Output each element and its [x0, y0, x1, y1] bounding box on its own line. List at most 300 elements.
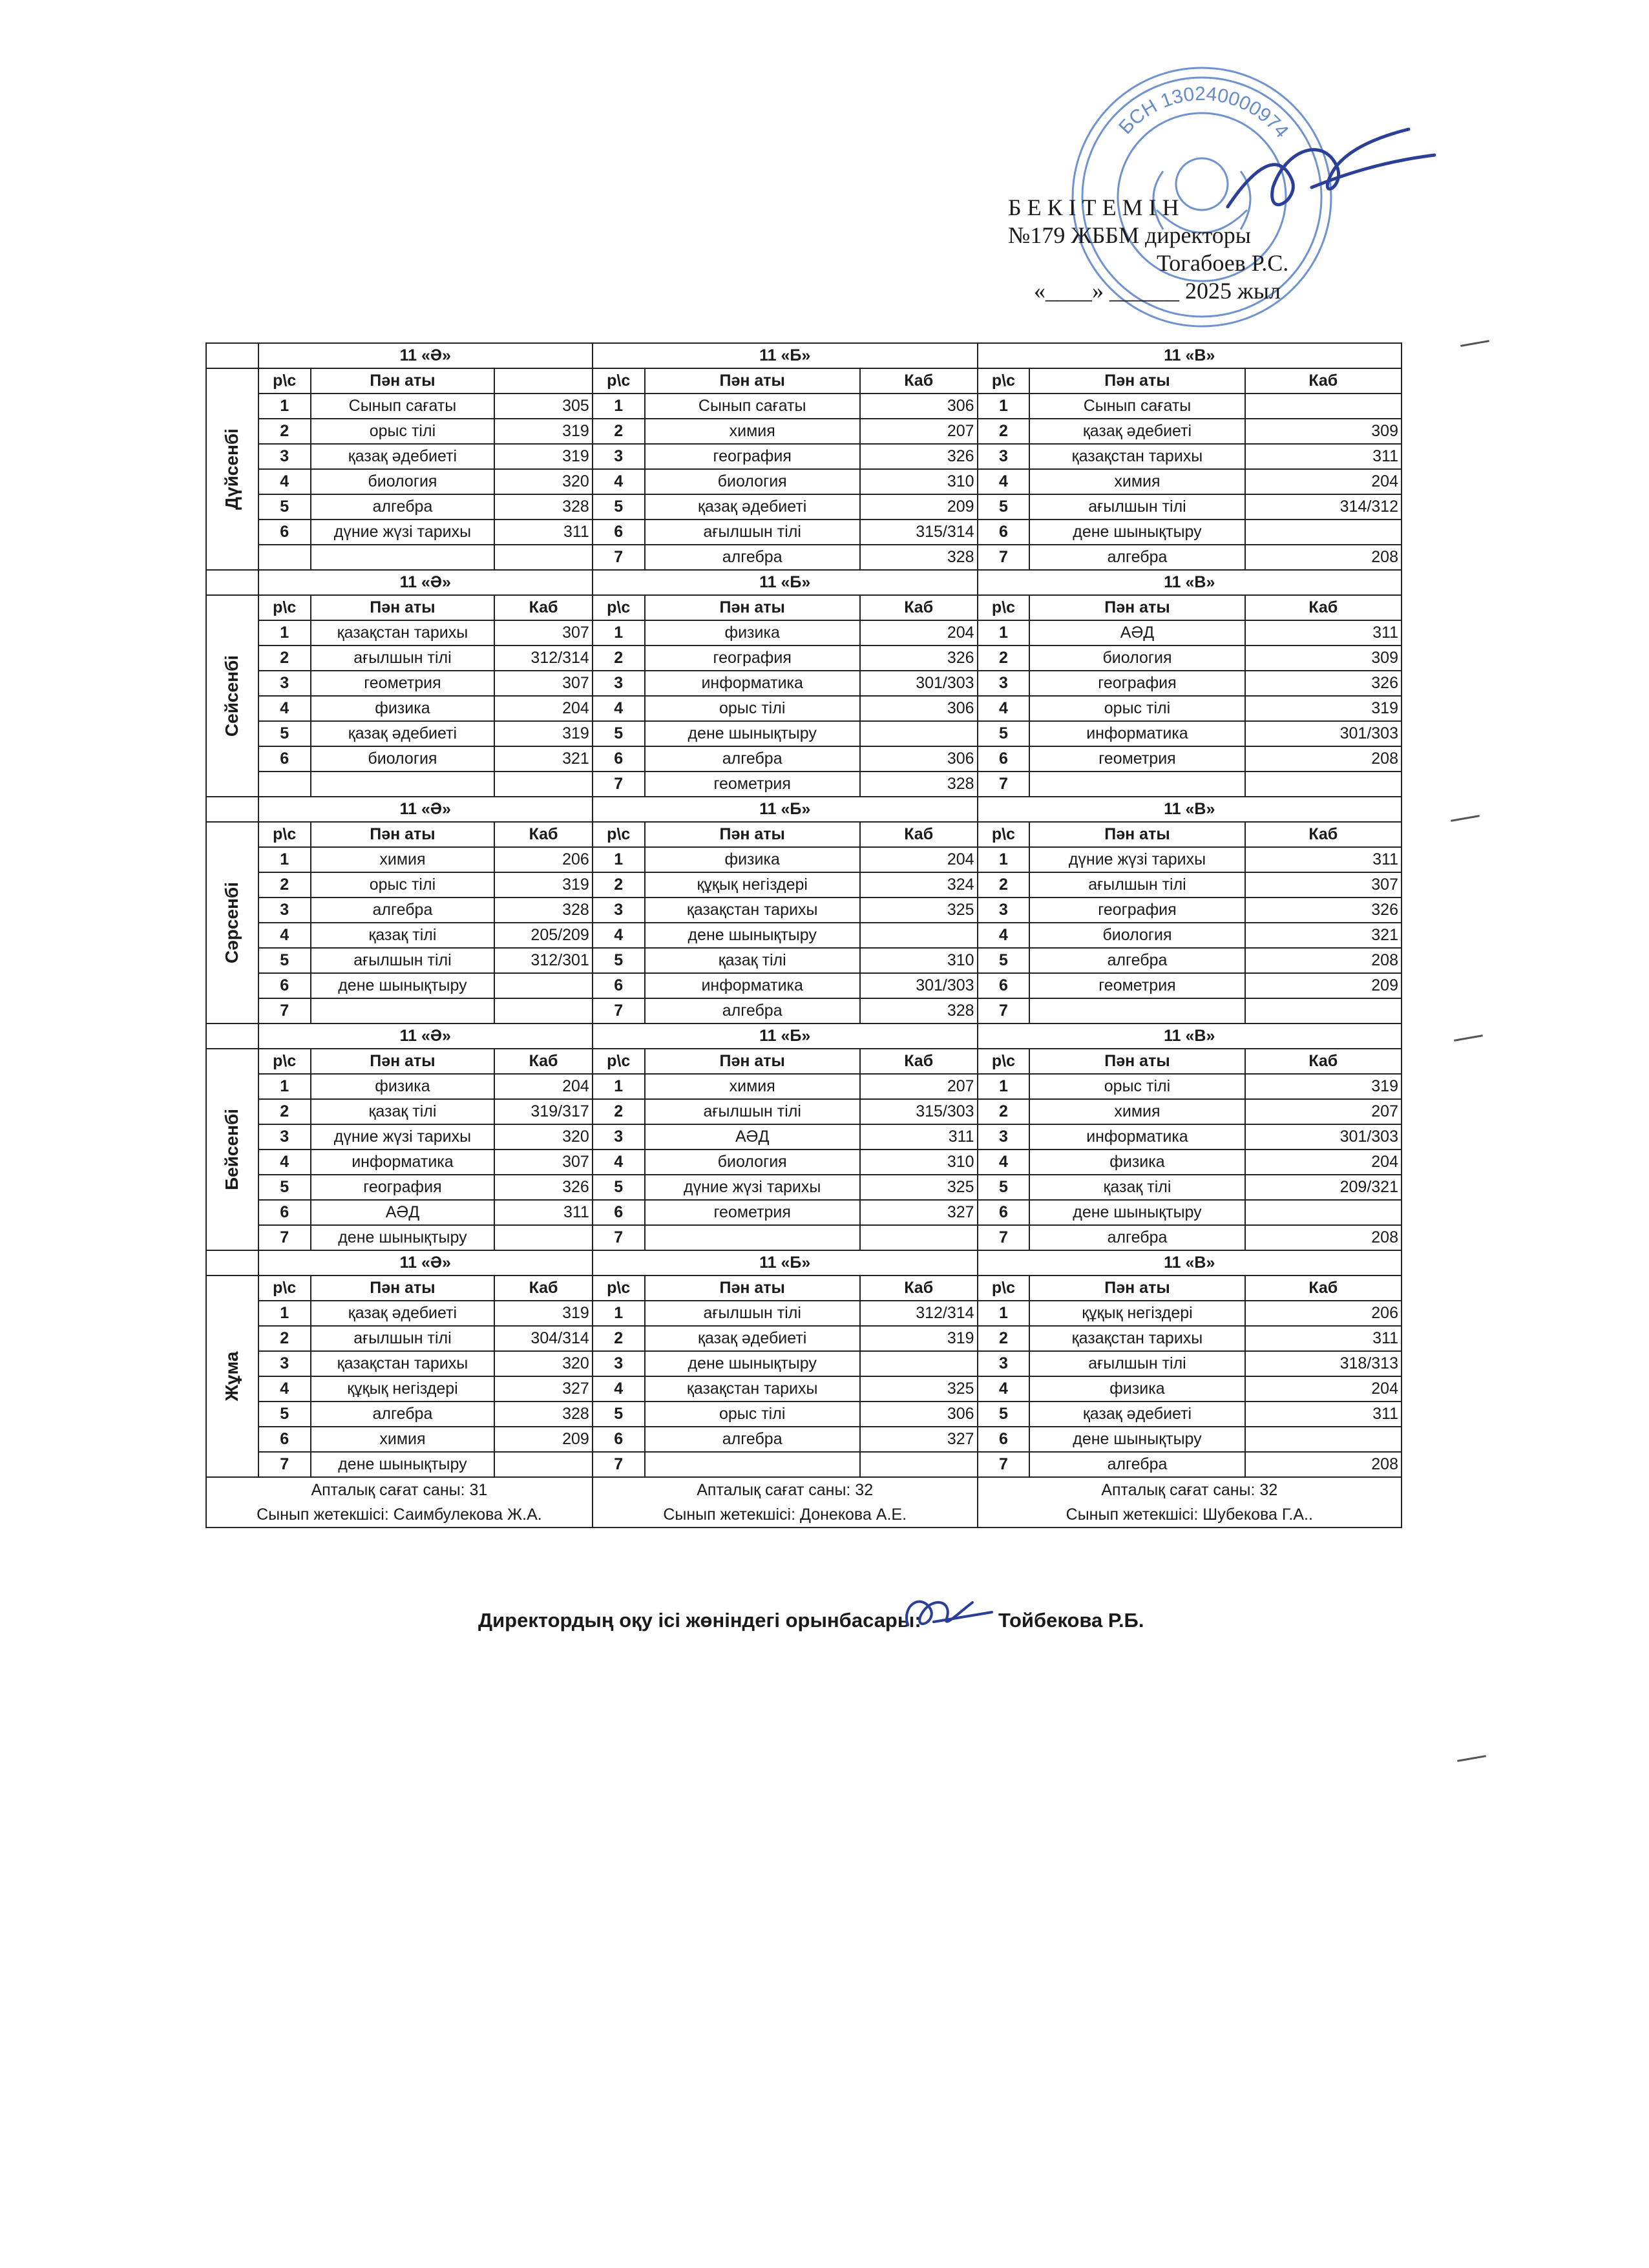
room-number: 324	[860, 872, 978, 898]
lesson-number: 7	[978, 1452, 1030, 1477]
lesson-number: 1	[258, 620, 311, 646]
subject-name: АӘД	[645, 1124, 860, 1150]
room-header: Каб	[494, 1276, 592, 1301]
subject-name: химия	[645, 1074, 860, 1099]
subject-name: геометрия	[645, 1200, 860, 1225]
room-number: 207	[860, 1074, 978, 1099]
lesson-number: 4	[978, 696, 1030, 721]
subject-name: биология	[1029, 646, 1245, 671]
weekly-hours: Апталық сағат саны: 32	[978, 1477, 1402, 1502]
lesson-number: 3	[978, 898, 1030, 923]
lesson-number: 7	[593, 998, 645, 1024]
room-number: 319	[494, 1301, 592, 1326]
class-name: 11 «В»	[978, 343, 1402, 368]
lesson-number: 3	[978, 444, 1030, 469]
lesson-row	[206, 696, 1402, 721]
class-name: 11 «В»	[978, 797, 1402, 822]
class-header-row	[206, 343, 1402, 368]
room-number: 319/317	[494, 1099, 592, 1124]
room-number: 320	[494, 469, 592, 494]
subject-name: биология	[645, 469, 860, 494]
lesson-row	[206, 1150, 1402, 1175]
lesson-row	[206, 721, 1402, 746]
num-header: р\с	[593, 822, 645, 847]
lesson-number: 3	[258, 1351, 311, 1376]
room-header: Каб	[860, 1049, 978, 1074]
class-name: 11 «Ә»	[258, 1250, 593, 1276]
room-number	[1245, 1427, 1402, 1452]
room-number: 307	[494, 671, 592, 696]
corner-cell	[206, 1024, 258, 1049]
room-number: 319	[494, 721, 592, 746]
lesson-row	[206, 545, 1402, 570]
room-number: 307	[494, 1150, 592, 1175]
subject-name: география	[311, 1175, 495, 1200]
schedule-table	[205, 342, 1402, 1528]
lesson-number: 4	[593, 469, 645, 494]
room-number	[494, 1225, 592, 1250]
lesson-number: 7	[258, 1225, 311, 1250]
lesson-row	[206, 671, 1402, 696]
subject-name	[311, 545, 495, 570]
lesson-number: 2	[978, 1099, 1030, 1124]
column-header-row	[206, 1049, 1402, 1074]
room-number	[494, 545, 592, 570]
lesson-number: 7	[258, 998, 311, 1024]
room-number: 325	[860, 1175, 978, 1200]
room-number: 311	[1245, 847, 1402, 872]
room-number: 318/313	[1245, 1351, 1402, 1376]
room-number: 321	[494, 746, 592, 772]
class-name: 11 «Б»	[593, 570, 978, 595]
lesson-row	[206, 898, 1402, 923]
subject-name: қазақ әдебиеті	[1029, 419, 1245, 444]
class-teacher: Сынып жетекшісі: Саимбулекова Ж.А.	[206, 1502, 593, 1528]
num-header: р\с	[258, 1276, 311, 1301]
subject-name: ағылшын тілі	[1029, 494, 1245, 520]
footer-row	[206, 1477, 1402, 1502]
subject-name: химия	[1029, 1099, 1245, 1124]
room-number: 205/209	[494, 923, 592, 948]
room-number: 328	[860, 772, 978, 797]
room-number: 312/314	[494, 646, 592, 671]
subject-name: қазақ тілі	[311, 1099, 495, 1124]
room-number: 204	[860, 620, 978, 646]
room-number: 208	[1245, 746, 1402, 772]
room-number: 204	[1245, 1150, 1402, 1175]
room-number: 301/303	[1245, 1124, 1402, 1150]
room-number: 311	[494, 1200, 592, 1225]
lesson-row	[206, 520, 1402, 545]
lesson-number: 4	[258, 923, 311, 948]
lesson-number: 1	[978, 1074, 1030, 1099]
approval-block	[1008, 194, 1344, 305]
lesson-number: 2	[593, 1326, 645, 1351]
room-number: 208	[1245, 948, 1402, 973]
subject-name: дене шынықтыру	[1029, 520, 1245, 545]
room-number: 311	[494, 520, 592, 545]
lesson-row	[206, 1124, 1402, 1150]
subject-header: Пән аты	[645, 822, 860, 847]
subject-name: ағылшын тілі	[311, 948, 495, 973]
lesson-number: 6	[258, 520, 311, 545]
room-number	[1245, 1200, 1402, 1225]
lesson-number: 6	[978, 973, 1030, 998]
class-name: 11 «Б»	[593, 1024, 978, 1049]
subject-name: дене шынықтыру	[1029, 1200, 1245, 1225]
room-header: Каб	[494, 595, 592, 620]
lesson-number: 5	[593, 1175, 645, 1200]
subject-name: қазақ тілі	[645, 948, 860, 973]
room-number: 311	[1245, 444, 1402, 469]
subject-name: дене шынықтыру	[645, 721, 860, 746]
subject-header: Пән аты	[1029, 1276, 1245, 1301]
lesson-number: 7	[978, 1225, 1030, 1250]
subject-name: қазақ әдебиеті	[311, 444, 495, 469]
lesson-number: 2	[593, 872, 645, 898]
room-number	[860, 1452, 978, 1477]
approval-date: «____» ______ 2025 жыл	[1034, 278, 1281, 304]
subject-name: геометрия	[1029, 746, 1245, 772]
room-number: 321	[1245, 923, 1402, 948]
subject-header: Пән аты	[1029, 822, 1245, 847]
lesson-number: 2	[978, 872, 1030, 898]
room-number: 311	[1245, 1326, 1402, 1351]
room-number: 209	[860, 494, 978, 520]
subject-name: орыс тілі	[1029, 696, 1245, 721]
subject-name: география	[645, 646, 860, 671]
room-header: Каб	[860, 595, 978, 620]
room-number: 301/303	[860, 671, 978, 696]
lesson-number: 7	[593, 772, 645, 797]
num-header: р\с	[593, 1276, 645, 1301]
subject-name: информатика	[1029, 721, 1245, 746]
lesson-number: 3	[593, 898, 645, 923]
lesson-number: 1	[978, 847, 1030, 872]
subject-name: Сынып сағаты	[645, 394, 860, 419]
lesson-number: 1	[258, 1074, 311, 1099]
subject-name	[311, 772, 495, 797]
subject-name: геометрия	[645, 772, 860, 797]
class-name: 11 «В»	[978, 1024, 1402, 1049]
room-number: 312/301	[494, 948, 592, 973]
lesson-number: 5	[593, 721, 645, 746]
lesson-number: 7	[593, 1225, 645, 1250]
lesson-row	[206, 998, 1402, 1024]
lesson-row	[206, 1301, 1402, 1326]
subject-name	[1029, 772, 1245, 797]
day-name: Бейсенбі	[222, 1108, 242, 1191]
lesson-number: 3	[593, 1351, 645, 1376]
lesson-number: 4	[593, 923, 645, 948]
day-label	[206, 1276, 258, 1477]
lesson-number: 5	[258, 494, 311, 520]
subject-name: география	[1029, 671, 1245, 696]
room-number: 204	[494, 696, 592, 721]
room-number: 204	[860, 847, 978, 872]
lesson-number: 4	[978, 1150, 1030, 1175]
room-number: 208	[1245, 1452, 1402, 1477]
room-number: 311	[860, 1124, 978, 1150]
room-number: 309	[1245, 646, 1402, 671]
num-header: р\с	[978, 368, 1030, 394]
lesson-number: 6	[593, 746, 645, 772]
subject-name: дене шынықтыру	[1029, 1427, 1245, 1452]
room-number: 208	[1245, 1225, 1402, 1250]
lesson-number: 6	[593, 1200, 645, 1225]
class-name: 11 «В»	[978, 1250, 1402, 1276]
room-header: Каб	[494, 1049, 592, 1074]
subject-name: қазақ әдебиеті	[645, 1326, 860, 1351]
lesson-number: 5	[593, 948, 645, 973]
lesson-number: 7	[593, 545, 645, 570]
room-number	[860, 721, 978, 746]
day-name: Сәрсенбі	[222, 881, 242, 964]
room-number: 209	[1245, 973, 1402, 998]
room-number: 307	[494, 620, 592, 646]
subject-header: Пән аты	[645, 1049, 860, 1074]
subject-header: Пән аты	[311, 368, 495, 394]
column-header-row	[206, 368, 1402, 394]
subject-name: ағылшын тілі	[645, 1099, 860, 1124]
lesson-number: 6	[978, 520, 1030, 545]
margin-mark	[1454, 1034, 1483, 1042]
subject-name: дене шынықтыру	[645, 923, 860, 948]
lesson-row	[206, 746, 1402, 772]
room-number: 328	[494, 494, 592, 520]
room-header: Каб	[1245, 368, 1402, 394]
class-header-row	[206, 1024, 1402, 1049]
lesson-number: 6	[593, 520, 645, 545]
num-header: р\с	[978, 822, 1030, 847]
class-name: 11 «Б»	[593, 1250, 978, 1276]
subject-name: алгебра	[311, 1402, 495, 1427]
lesson-row	[206, 1326, 1402, 1351]
lesson-number: 4	[978, 469, 1030, 494]
room-number	[860, 1351, 978, 1376]
lesson-number: 6	[593, 1427, 645, 1452]
lesson-number: 6	[258, 1200, 311, 1225]
room-number: 312/314	[860, 1301, 978, 1326]
subject-name: география	[1029, 898, 1245, 923]
lesson-number: 7	[978, 998, 1030, 1024]
room-number: 327	[860, 1427, 978, 1452]
subject-header: Пән аты	[311, 1049, 495, 1074]
lesson-row	[206, 1376, 1402, 1402]
room-number: 206	[1245, 1301, 1402, 1326]
subject-name: АӘД	[311, 1200, 495, 1225]
room-number: 305	[494, 394, 592, 419]
subject-name: химия	[311, 847, 495, 872]
subject-name: орыс тілі	[311, 872, 495, 898]
room-number	[1245, 520, 1402, 545]
class-header-row	[206, 1250, 1402, 1276]
room-number: 326	[860, 444, 978, 469]
lesson-row	[206, 1074, 1402, 1099]
lesson-row	[206, 394, 1402, 419]
subject-name: физика	[311, 1074, 495, 1099]
lesson-number: 4	[593, 696, 645, 721]
approval-position: №179 ЖББМ директоры	[1008, 222, 1251, 248]
subject-name: информатика	[1029, 1124, 1245, 1150]
lesson-number: 5	[978, 721, 1030, 746]
subject-name: орыс тілі	[645, 1402, 860, 1427]
room-number: 319	[494, 444, 592, 469]
lesson-number: 4	[258, 696, 311, 721]
weekly-hours: Апталық сағат саны: 32	[593, 1477, 978, 1502]
lesson-number: 6	[978, 746, 1030, 772]
deputy-label: Директордың оқу ісі жөніндегі орынбасары:	[478, 1609, 921, 1632]
lesson-number: 5	[978, 948, 1030, 973]
room-number	[860, 1225, 978, 1250]
subject-name: ағылшын тілі	[1029, 1351, 1245, 1376]
corner-cell	[206, 570, 258, 595]
lesson-number: 7	[978, 545, 1030, 570]
room-number: 319	[1245, 1074, 1402, 1099]
lesson-number: 3	[258, 1124, 311, 1150]
subject-name: қазақстан тарихы	[311, 620, 495, 646]
lesson-number: 5	[258, 948, 311, 973]
class-teacher: Сынып жетекшісі: Донекова А.Е.	[593, 1502, 978, 1528]
lesson-number: 1	[593, 847, 645, 872]
lesson-number: 7	[978, 772, 1030, 797]
room-number: 319	[494, 419, 592, 444]
subject-name	[645, 1452, 860, 1477]
lesson-number: 2	[593, 1099, 645, 1124]
subject-name: физика	[1029, 1376, 1245, 1402]
subject-name: қазақ әдебиеті	[645, 494, 860, 520]
subject-name: қазақ тілі	[311, 923, 495, 948]
subject-name: ағылшын тілі	[311, 646, 495, 671]
margin-mark	[1457, 1755, 1486, 1762]
lesson-row	[206, 1351, 1402, 1376]
subject-name: қазақстан тарихы	[311, 1351, 495, 1376]
lesson-number: 2	[258, 646, 311, 671]
lesson-number: 1	[978, 1301, 1030, 1326]
subject-name: ағылшын тілі	[1029, 872, 1245, 898]
room-number: 315/303	[860, 1099, 978, 1124]
lesson-number: 4	[258, 469, 311, 494]
subject-header: Пән аты	[645, 595, 860, 620]
room-header: Каб	[860, 1276, 978, 1301]
day-label	[206, 822, 258, 1024]
lesson-number: 3	[258, 444, 311, 469]
subject-name: дене шынықтыру	[645, 1351, 860, 1376]
class-name: 11 «Ә»	[258, 570, 593, 595]
subject-name: биология	[1029, 923, 1245, 948]
subject-header: Пән аты	[1029, 368, 1245, 394]
class-name: 11 «Ә»	[258, 1024, 593, 1049]
room-number: 204	[1245, 1376, 1402, 1402]
lesson-number: 2	[978, 1326, 1030, 1351]
class-name: 11 «Ә»	[258, 797, 593, 822]
deputy-signature	[895, 1586, 995, 1644]
room-number: 301/303	[860, 973, 978, 998]
num-header: р\с	[978, 1049, 1030, 1074]
lesson-number: 5	[978, 1175, 1030, 1200]
lesson-number: 4	[593, 1376, 645, 1402]
subject-name: алгебра	[1029, 545, 1245, 570]
lesson-number: 1	[593, 1074, 645, 1099]
lesson-number: 5	[593, 494, 645, 520]
subject-name: алгебра	[1029, 1452, 1245, 1477]
lesson-number: 2	[258, 419, 311, 444]
subject-name: информатика	[645, 671, 860, 696]
footer-row	[206, 1502, 1402, 1528]
room-header: Каб	[1245, 1049, 1402, 1074]
room-number: 310	[860, 1150, 978, 1175]
room-number: 311	[1245, 1402, 1402, 1427]
subject-name: қазақ әдебиеті	[311, 721, 495, 746]
subject-name: алгебра	[1029, 948, 1245, 973]
lesson-number: 1	[258, 394, 311, 419]
lesson-number: 2	[978, 419, 1030, 444]
subject-name	[645, 1225, 860, 1250]
lesson-number: 3	[978, 671, 1030, 696]
lesson-number: 1	[593, 394, 645, 419]
class-teacher: Сынып жетекшісі: Шубекова Г.А..	[978, 1502, 1402, 1528]
subject-name: дене шынықтыру	[311, 973, 495, 998]
subject-name: ағылшын тілі	[645, 520, 860, 545]
lesson-row	[206, 772, 1402, 797]
subject-name: АӘД	[1029, 620, 1245, 646]
lesson-number: 5	[593, 1402, 645, 1427]
lesson-number: 2	[978, 646, 1030, 671]
room-number	[494, 998, 592, 1024]
room-number: 328	[494, 1402, 592, 1427]
subject-name: алгебра	[311, 898, 495, 923]
room-number: 319	[494, 872, 592, 898]
subject-header: Пән аты	[645, 1276, 860, 1301]
day-name: Дүйсенбі	[222, 428, 242, 510]
lesson-number: 6	[258, 746, 311, 772]
room-number: 325	[860, 898, 978, 923]
room-number: 204	[494, 1074, 592, 1099]
subject-name: дене шынықтыру	[311, 1452, 495, 1477]
subject-name: ағылшын тілі	[645, 1301, 860, 1326]
lesson-row	[206, 646, 1402, 671]
lesson-number: 3	[978, 1124, 1030, 1150]
subject-name: дүние жүзі тарихы	[1029, 847, 1245, 872]
subject-name: Сынып сағаты	[311, 394, 495, 419]
lesson-number: 3	[258, 898, 311, 923]
room-number: 327	[494, 1376, 592, 1402]
subject-header: Пән аты	[1029, 595, 1245, 620]
subject-name	[1029, 998, 1245, 1024]
subject-name: қазақстан тарихы	[1029, 444, 1245, 469]
num-header: р\с	[258, 368, 311, 394]
lesson-number: 2	[593, 419, 645, 444]
room-number: 310	[860, 948, 978, 973]
room-header	[494, 368, 592, 394]
lesson-number: 5	[978, 1402, 1030, 1427]
subject-name: ағылшын тілі	[311, 1326, 495, 1351]
class-name: 11 «В»	[978, 570, 1402, 595]
lesson-row	[206, 494, 1402, 520]
subject-name	[311, 998, 495, 1024]
subject-header: Пән аты	[311, 822, 495, 847]
num-header: р\с	[258, 1049, 311, 1074]
subject-name: физика	[645, 620, 860, 646]
room-number	[494, 973, 592, 998]
lesson-row	[206, 469, 1402, 494]
room-number: 307	[1245, 872, 1402, 898]
lesson-number: 6	[258, 1427, 311, 1452]
lesson-number: 6	[978, 1427, 1030, 1452]
room-number	[1245, 998, 1402, 1024]
corner-cell	[206, 1250, 258, 1276]
lesson-number: 3	[593, 444, 645, 469]
